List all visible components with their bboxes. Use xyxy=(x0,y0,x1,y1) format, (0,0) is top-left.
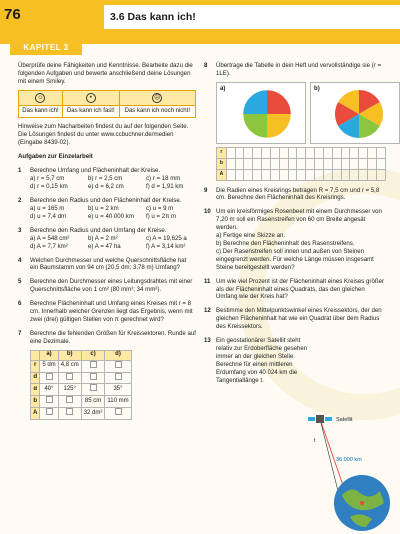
satellite-icon xyxy=(308,415,332,423)
right-column xyxy=(204,62,386,384)
distance-label: 36 000 km xyxy=(336,457,362,463)
task-12: 12 Bestimme den Mittelpunktswinkel eines Kreissektors, der den gleichen Flächeninhalt hat wie ein Quadrat über dem Radius des Kreissektors. xyxy=(204,307,382,331)
task-8: 8 Übertrage die Tabelle in dein Heft und vervollständige sie (r = 1LE). a) b) r b A xyxy=(204,62,386,181)
intro-text: Überprüfe deine Fähigkeiten und Kenntnisse. Bearbeite dazu die folgenden Aufgaben und bewerte anschließend deine Lösungen mit einem Smiley. xyxy=(18,62,193,85)
page-number: 76 xyxy=(4,6,21,23)
task-7: 7 Berechne die fehlenden Größen für Kreissektoren. Runde auf eine Dezimale. a) b) c) d) r 5 dm 4,8 cm d α 40° 125° 35° b 85 cm 110 mm A 32 dm² xyxy=(18,330,196,420)
task-9: 9 Die Radien eines Kreisrings betragen R = 7,5 cm und r = 5,8 cm. Berechne den Flächeninhalt des Kreisrings. xyxy=(204,186,380,202)
task-10: 10 Um ein kreisförmiges Rosenbeet mit einem Durchmesser von 7,20 m soll ein Rasenstreifen von 60 cm Breite angesät werden. a) Fertige eine Skizze an. b) Berechne den Flächeninhalt des Rasenstreifens. c) Der Rasenstreifen soll innen und außen von Steinen eingegrenzt werden. Für welche Länge müssen insgesamt Steine bereitgestellt werden? xyxy=(204,208,382,271)
task-2: 2 Berechne den Radius und den Flächeninhalt der Kreise. a) u = 165 m b) u = 2 km c) u = 9 m d) u = 7,4 dm e) u = 40 000 km f) u = 2π m xyxy=(18,197,182,220)
smiley-face-happy: ☺ xyxy=(19,90,63,105)
task-5: 5 Berechne den Durchmesser eines Leitungsdrahtes mit einer Querschnittsfläche von 1 cm² (80 mm²; 34 mm²). xyxy=(18,278,193,294)
satellite-label: Satellit xyxy=(336,417,353,423)
chapter-label: KAPITEL 3 xyxy=(10,41,82,55)
task-1: 1 Berechne Umfang und Flächeninhalt der Kreise. a) r = 5,7 cm b) r = 2,5 cm c) r = 18 mm d) r = 0,15 km e) d = 6,2 cm f) d = 1,91 km xyxy=(18,167,184,191)
sector-table: a) b) c) d) r 5 dm 4,8 cm d α 40° 125° 35° b 85 cm 110 mm A 32 dm² xyxy=(30,350,132,421)
smiley-face-sad: ☹ xyxy=(119,90,195,105)
task-6: 6 Berechne Flächeninhalt und Umfang eines Kreises mit r = 8 cm. Innerhalb welcher Grenzen liegt das Ergebnis, wenn mit zwei (drei) gültigen Stellen von π gerechnet wird? xyxy=(18,300,193,323)
t-label: t xyxy=(314,438,316,444)
left-column xyxy=(18,62,196,420)
satellite-diagram xyxy=(300,405,396,534)
smiley-rating-table xyxy=(18,90,196,118)
smiley-label-happy: Das kann ich! xyxy=(19,105,63,117)
task-11: 11 Um wie viel Prozent ist der Flächeninhalt eines Kreises größer als der Flächeninhalt eines Quadrats, das den gleichen Umfang wie der Kreis hat? xyxy=(204,277,384,301)
task-13: 13 Ein geostationärer Satellit steht relativ zur Erdoberfläche gesehen immer an der gleichen Stelle. Berechne für einen mittleren Erdumfang von 40 024 km die Tangentiallänge t. xyxy=(204,337,308,384)
pie-b: b) xyxy=(310,82,400,144)
smiley-face-neutral: • xyxy=(62,90,119,105)
pie-a: a) xyxy=(216,82,306,144)
section-heading: Aufgaben zur Einzelarbeit xyxy=(18,153,93,161)
hint-text: Hinweise zum Nacharbeiten findest du auf der folgenden Seite. Die Lösungen findest du unter www.ccbuchner.de/medien (Eingabe 8439-02). xyxy=(18,122,189,146)
smiley-label-sad: Das kann ich noch nicht! xyxy=(119,105,195,117)
pie-table: r b A xyxy=(216,147,386,181)
task-4: 4 Welchen Durchmesser und welche Querschnittsfläche hat ein Baumstamm von 94 cm (20,5 dm; 3,78 m) Umfang? xyxy=(18,256,187,272)
smiley-label-neutral: Das kann ich fast! xyxy=(62,105,119,117)
page-title: 3.6 Das kann ich! xyxy=(104,5,400,29)
task-3: 3 Berechne den Radius und den Umfang der Kreise. a) A = 548 cm² b) A = 2 m² c) A = 19,625 a d) A = 7,7 km² e) A = 47 ha f) A = 3,14 km² xyxy=(18,226,187,250)
page-header xyxy=(0,0,400,44)
